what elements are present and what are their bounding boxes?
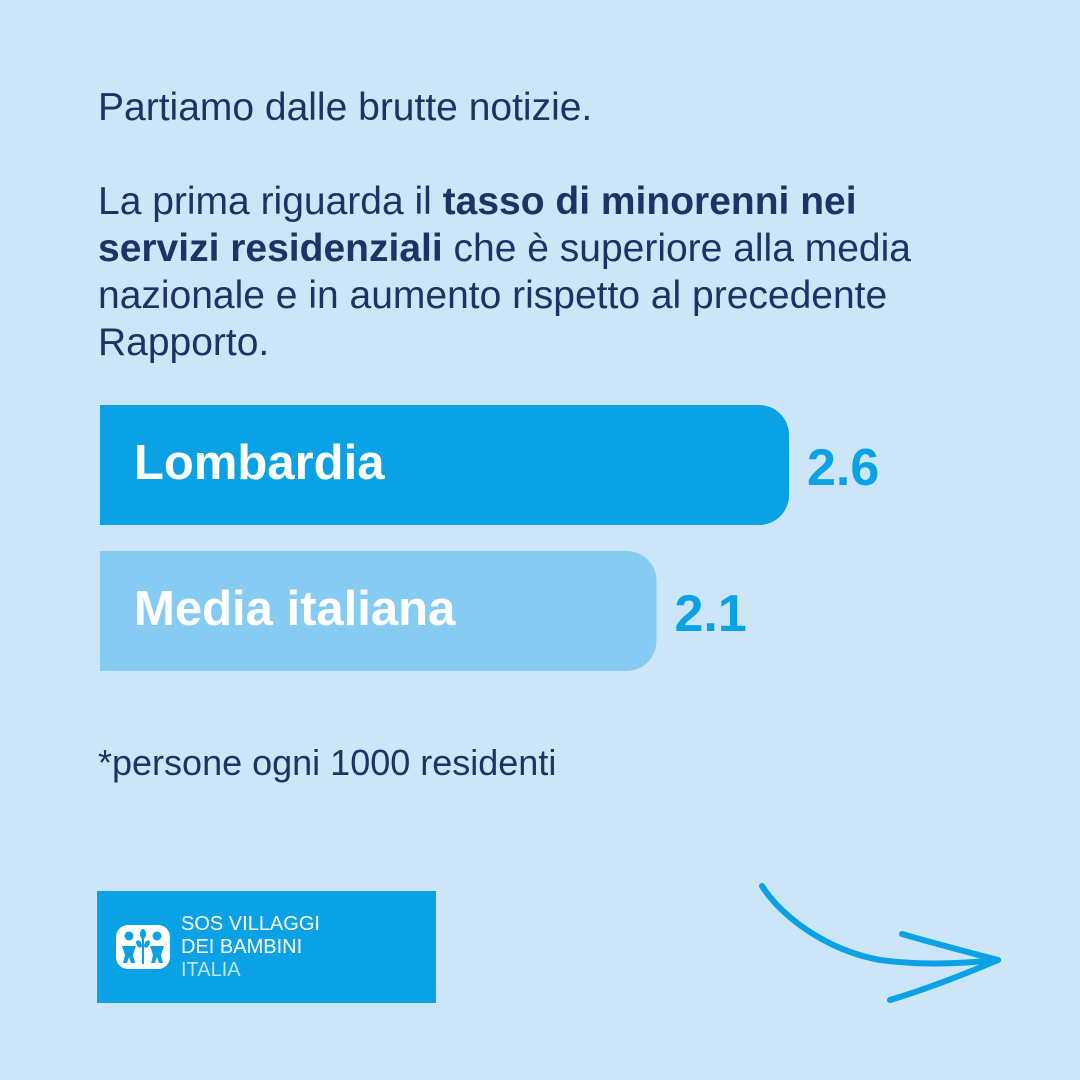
footnote: *persone ogni 1000 residenti (98, 742, 557, 783)
bar-category-label: Media italiana (134, 582, 456, 636)
logo-line-3: ITALIA (181, 958, 241, 981)
logo-line-1: SOS VILLAGGI (181, 912, 320, 935)
bar-value-label: 2.1 (674, 585, 747, 643)
sos-logo[interactable] (97, 891, 436, 1003)
logo-text (181, 913, 320, 982)
sos-children-logo-icon (115, 924, 171, 970)
intro-text-end: che è superiore alla media nazionale e in aumento rispetto al precedente Rapporto. (98, 227, 911, 364)
bar-value-label: 2.6 (807, 439, 880, 497)
logo-line-2: DEI BAMBINI (181, 935, 303, 958)
next-arrow-icon[interactable] (750, 870, 1010, 1020)
intro-headline: Partiamo dalle brutte notizie. (98, 86, 593, 129)
intro-text-start: La prima riguarda il (98, 180, 443, 223)
intro-text-bold: tasso di minorenni nei servizi residenziali (98, 180, 857, 270)
bar-category-label: Lombardia (134, 436, 385, 490)
